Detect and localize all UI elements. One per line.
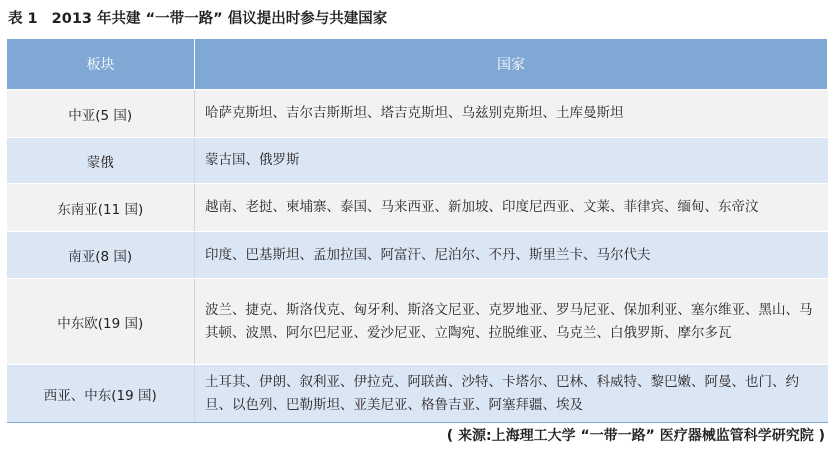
table-row	[7, 184, 828, 232]
table-row	[7, 90, 828, 138]
table-row	[7, 365, 828, 423]
table-caption	[8, 7, 387, 31]
countries-table	[6, 38, 828, 423]
header-countries: 国家	[195, 39, 828, 90]
countries-cell: 蒙古国、俄罗斯	[195, 138, 828, 184]
region-cell: 中亚(5 国)	[7, 90, 195, 138]
region-cell: 东南亚(11 国)	[7, 184, 195, 232]
countries-cell: 哈萨克斯坦、吉尔吉斯斯坦、塔吉克斯坦、乌兹别克斯坦、土库曼斯坦	[195, 90, 828, 138]
countries-cell: 越南、老挝、柬埔寨、泰国、马来西亚、新加坡、印度尼西亚、文莱、菲律宾、缅甸、东帝汶	[195, 184, 828, 232]
table-title: 2013 年共建 “一带一路” 倡议提出时参与共建国家	[51, 11, 388, 27]
countries-cell: 印度、巴基斯坦、孟加拉国、阿富汗、尼泊尔、不丹、斯里兰卡、马尔代夫	[195, 232, 828, 279]
region-cell: 南亚(8 国)	[7, 232, 195, 279]
region-cell: 蒙俄	[7, 138, 195, 184]
table-row	[7, 232, 828, 279]
countries-cell: 土耳其、伊朗、叙利亚、伊拉克、阿联酋、沙特、卡塔尔、巴林、科威特、黎巴嫩、阿曼、也门、约旦、以色列、巴勒斯坦、亚美尼亚、格鲁吉亚、阿塞拜疆、埃及	[195, 365, 828, 423]
header-region: 板块	[7, 39, 195, 90]
header-row	[7, 39, 828, 90]
source-note: ( 来源:上海理工大学 “一带一路” 医疗器械监管科学研究院 )	[446, 428, 825, 444]
table-row	[7, 279, 828, 365]
table-number: 表 1	[8, 11, 38, 27]
region-cell: 西亚、中东(19 国)	[7, 365, 195, 423]
table-row	[7, 138, 828, 184]
countries-cell: 波兰、捷克、斯洛伐克、匈牙利、斯洛文尼亚、克罗地亚、罗马尼亚、保加利亚、塞尔维亚、黑山、马其顿、波黑、阿尔巴尼亚、爱沙尼亚、立陶宛、拉脱维亚、乌克兰、白俄罗斯、摩尔多瓦	[195, 279, 828, 365]
region-cell: 中东欧(19 国)	[7, 279, 195, 365]
